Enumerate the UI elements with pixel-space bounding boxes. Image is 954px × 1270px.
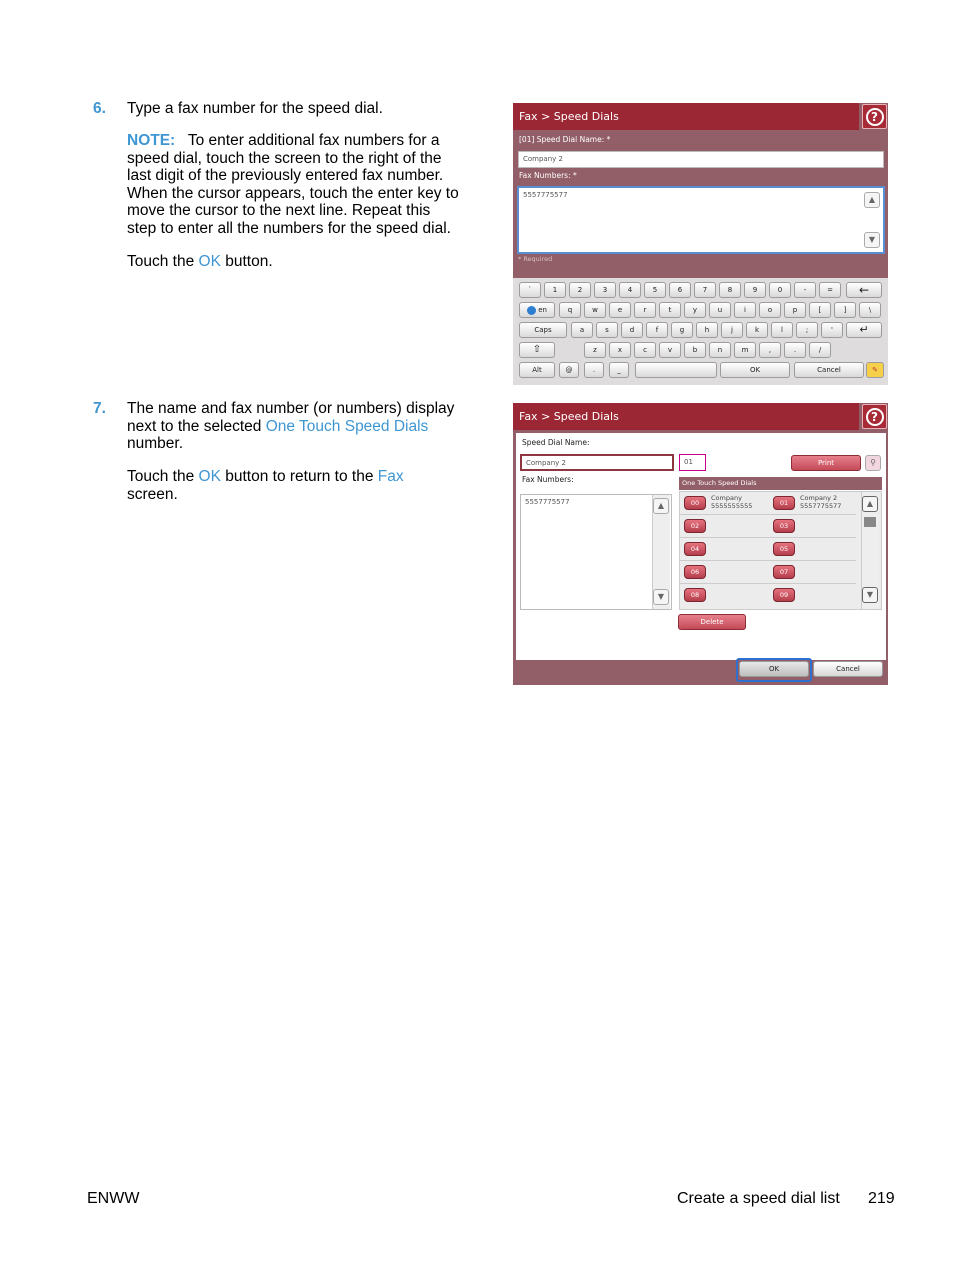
speed-dial-01-number: 5557775577: [800, 502, 842, 510]
fax-numbers-label: Fax Numbers:: [522, 475, 574, 484]
help-icon: ?: [866, 108, 884, 126]
key-n[interactable]: n: [709, 342, 731, 358]
key-semicolon[interactable]: ;: [796, 322, 818, 338]
language-key[interactable]: [519, 302, 555, 318]
speed-dial-00-number: 5555555555: [711, 502, 753, 510]
one-touch-row: [679, 584, 856, 607]
key-2[interactable]: 2: [569, 282, 591, 298]
language-label: en: [538, 306, 547, 314]
touch-text-end: screen.: [127, 485, 178, 503]
key-c[interactable]: c: [634, 342, 656, 358]
touch-text: Touch the: [127, 468, 199, 485]
ok-button[interactable]: OK: [720, 362, 790, 378]
key-g[interactable]: g: [671, 322, 693, 338]
speed-dial-name-label: [01] Speed Dial Name: *: [519, 135, 611, 144]
key-y[interactable]: y: [684, 302, 706, 318]
key-v[interactable]: v: [659, 342, 681, 358]
key-d[interactable]: d: [621, 322, 643, 338]
speed-dial-00-name: Company: [711, 494, 742, 502]
key-9[interactable]: 9: [744, 282, 766, 298]
one-touch-row: [679, 538, 856, 561]
key-period[interactable]: .: [784, 342, 806, 358]
speed-dial-summary-screen: [513, 403, 888, 685]
scroll-up-icon[interactable]: ▲: [862, 496, 878, 512]
space-key[interactable]: [635, 362, 717, 378]
scroll-thumb[interactable]: [864, 517, 876, 527]
required-note: * Required: [518, 255, 553, 263]
key-at[interactable]: @: [559, 362, 579, 378]
note-text: To enter additional fax numbers for a speed dial, touch the screen to the right of the last digit of the previously entered fax number. When the cursor appears, touch the enter key to move the cursor to the next line. Repeat this step to enter all the numbers for the speed dial.: [127, 132, 459, 237]
speed-dial-04-button[interactable]: 04: [684, 542, 706, 556]
one-touch-speed-dials-link[interactable]: One Touch Speed Dials: [265, 417, 429, 435]
speed-dial-01-button[interactable]: 01: [773, 496, 795, 510]
backspace-icon[interactable]: ←: [846, 282, 882, 298]
speed-dial-07-button[interactable]: 07: [773, 565, 795, 579]
speed-dial-name-label: Speed Dial Name:: [522, 438, 590, 447]
speed-dial-name-field[interactable]: Company 2: [520, 454, 674, 471]
key-0[interactable]: 0: [769, 282, 791, 298]
step-6-note: [127, 132, 462, 238]
ok-link[interactable]: OK: [198, 468, 221, 485]
key-6[interactable]: 6: [669, 282, 691, 298]
help-button[interactable]: [862, 404, 887, 429]
ok-link[interactable]: OK: [198, 253, 221, 270]
scroll-up-icon[interactable]: ▲: [653, 498, 669, 514]
fax-number-value: 5557775577: [525, 498, 570, 506]
one-touch-row: [679, 515, 856, 538]
key-m[interactable]: m: [734, 342, 756, 358]
caps-key[interactable]: Caps: [519, 322, 567, 338]
key-w[interactable]: w: [584, 302, 606, 318]
scroll-down-icon[interactable]: ▼: [653, 589, 669, 605]
key-x[interactable]: x: [609, 342, 631, 358]
key-j[interactable]: j: [721, 322, 743, 338]
key-t[interactable]: t: [659, 302, 681, 318]
speed-dial-05-button[interactable]: 05: [773, 542, 795, 556]
speed-dial-08-button[interactable]: 08: [684, 588, 706, 602]
screen-title: Fax > Speed Dials: [513, 103, 859, 130]
page-number: 219: [868, 1190, 895, 1207]
step-6-touch: [127, 253, 273, 271]
step-7-touch: [127, 468, 427, 503]
key-s[interactable]: s: [596, 322, 618, 338]
note-label: NOTE:: [127, 132, 176, 149]
key-l[interactable]: l: [771, 322, 793, 338]
fax-numbers-field[interactable]: [517, 186, 885, 254]
fax-link[interactable]: Fax: [377, 468, 404, 485]
cancel-button[interactable]: Cancel: [794, 362, 864, 378]
pencil-icon[interactable]: ✎: [866, 362, 884, 378]
touch-text-mid: button to return to the: [220, 468, 378, 485]
speed-dial-06-button[interactable]: 06: [684, 565, 706, 579]
screen-title: Fax > Speed Dials: [513, 403, 859, 430]
key-q[interactable]: q: [559, 302, 581, 318]
delete-button[interactable]: Delete: [678, 614, 746, 630]
key-3[interactable]: 3: [594, 282, 616, 298]
key-equals[interactable]: =: [819, 282, 841, 298]
key-7[interactable]: 7: [694, 282, 716, 298]
alt-key[interactable]: Alt: [519, 362, 555, 378]
key-5[interactable]: 5: [644, 282, 666, 298]
key-o[interactable]: o: [759, 302, 781, 318]
speed-dial-name-field[interactable]: Company 2: [518, 151, 884, 168]
step-7-number: 7.: [93, 400, 106, 417]
key-backslash[interactable]: \: [859, 302, 881, 318]
speed-dial-00-button[interactable]: 00: [684, 496, 706, 510]
speed-dial-01-name: Company 2: [800, 494, 838, 502]
key-b[interactable]: b: [684, 342, 706, 358]
one-touch-row: [679, 561, 856, 584]
ok-button[interactable]: OK: [739, 661, 809, 677]
one-touch-row: [679, 492, 856, 515]
cancel-button[interactable]: Cancel: [813, 661, 883, 677]
footer-left: ENWW: [87, 1190, 140, 1207]
fax-number-value: 5557775577: [523, 191, 568, 199]
step-6-text: Type a fax number for the speed dial.: [127, 100, 383, 117]
print-button[interactable]: Print: [791, 455, 861, 471]
help-button[interactable]: [862, 104, 887, 129]
speed-dial-edit-screen: [513, 103, 888, 385]
speed-dial-09-button[interactable]: 09: [773, 588, 795, 602]
fax-numbers-label: Fax Numbers: *: [519, 171, 577, 180]
key-open-bracket[interactable]: [: [809, 302, 831, 318]
key-r[interactable]: r: [634, 302, 656, 318]
scroll-up-icon[interactable]: ▲: [864, 192, 880, 208]
key-slash[interactable]: /: [809, 342, 831, 358]
speed-dial-02-button[interactable]: 02: [684, 519, 706, 533]
footer-section: Create a speed dial list: [677, 1190, 840, 1207]
speed-dial-number-field[interactable]: 01: [679, 454, 706, 471]
touch-text: Touch the: [127, 253, 199, 270]
step-7-text-start: The name and fax number (or numbers) display next to the selected: [127, 400, 455, 435]
key-e[interactable]: e: [609, 302, 631, 318]
on-screen-keyboard: [513, 278, 888, 385]
globe-icon: [527, 306, 536, 315]
help-icon: ?: [866, 408, 884, 426]
step-7-text: [127, 400, 457, 453]
scroll-down-icon[interactable]: ▼: [862, 587, 878, 603]
one-touch-header: One Touch Speed Dials: [679, 477, 882, 490]
key-f[interactable]: f: [646, 322, 668, 338]
speed-dial-03-button[interactable]: 03: [773, 519, 795, 533]
key-i[interactable]: i: [734, 302, 756, 318]
key-dot[interactable]: .: [584, 362, 604, 378]
key-4[interactable]: 4: [619, 282, 641, 298]
step-6-number: 6.: [93, 100, 106, 117]
key-quote[interactable]: ': [821, 322, 843, 338]
key-minus[interactable]: -: [794, 282, 816, 298]
key-comma[interactable]: ,: [759, 342, 781, 358]
key-u[interactable]: u: [709, 302, 731, 318]
key-k[interactable]: k: [746, 322, 768, 338]
key-p[interactable]: p: [784, 302, 806, 318]
search-icon[interactable]: ⚲: [865, 455, 881, 471]
key-close-bracket[interactable]: ]: [834, 302, 856, 318]
enter-icon[interactable]: ↵: [846, 322, 882, 338]
key-h[interactable]: h: [696, 322, 718, 338]
key-1[interactable]: 1: [544, 282, 566, 298]
key-z[interactable]: z: [584, 342, 606, 358]
key-backtick[interactable]: `: [519, 282, 541, 298]
scroll-down-icon[interactable]: ▼: [864, 232, 880, 248]
key-a[interactable]: a: [571, 322, 593, 338]
shift-icon[interactable]: ⇧: [519, 342, 555, 358]
fax-numbers-list: [520, 494, 672, 610]
touch-text-end: button.: [220, 253, 273, 270]
key-underscore[interactable]: _: [609, 362, 629, 378]
step-7-text-end: number.: [127, 435, 184, 453]
key-8[interactable]: 8: [719, 282, 741, 298]
